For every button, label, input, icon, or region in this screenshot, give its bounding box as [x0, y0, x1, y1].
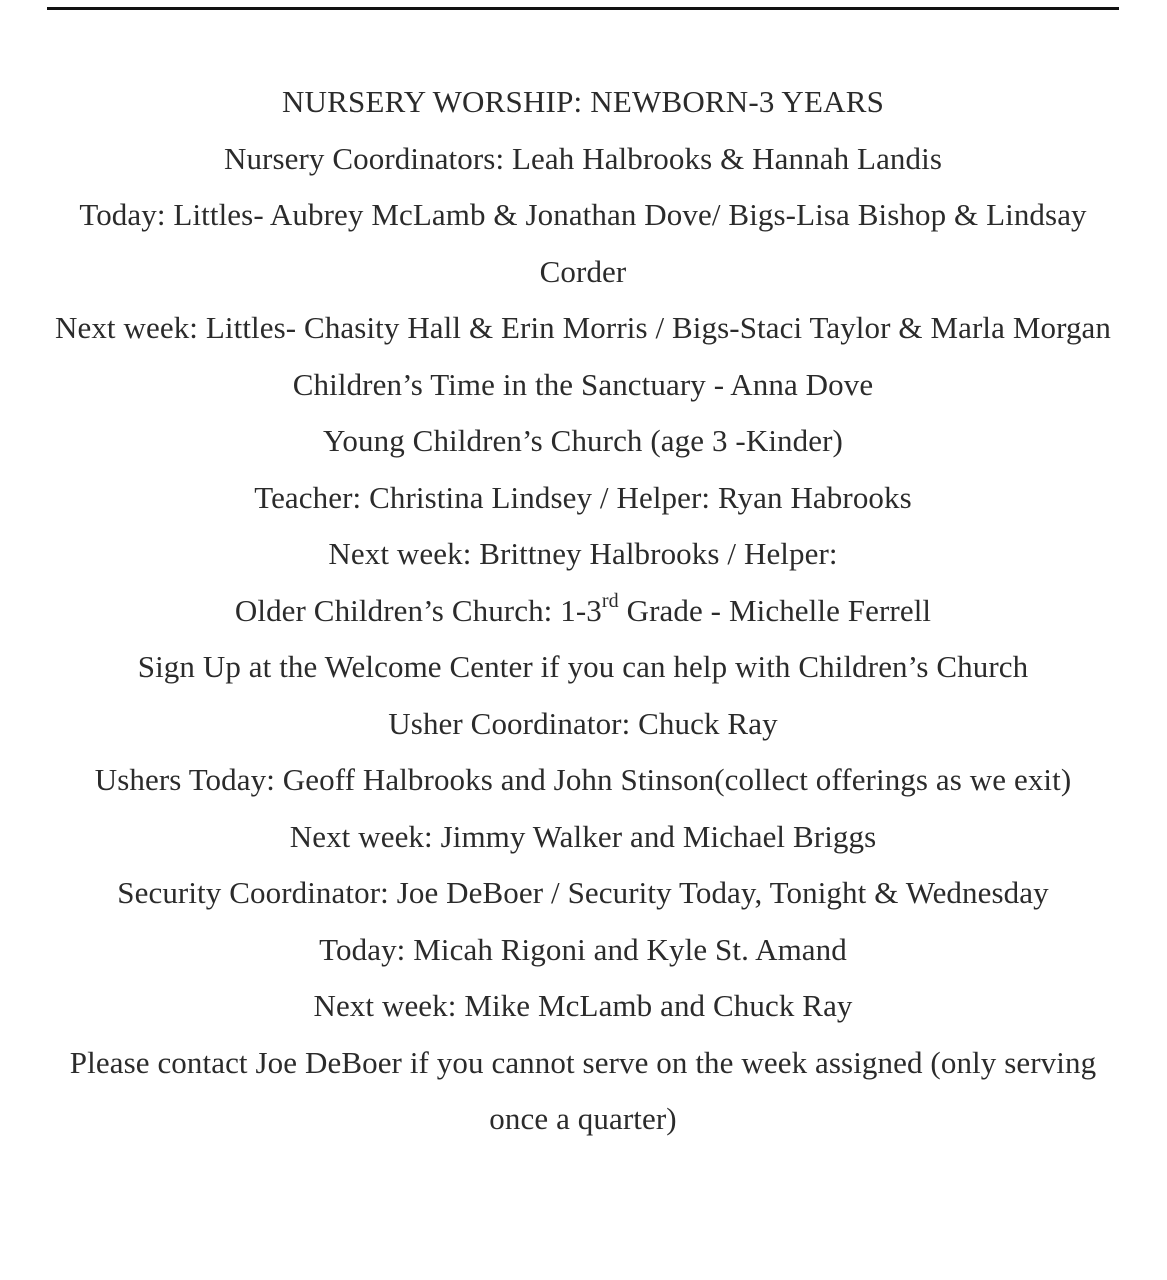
nursery-coordinators-line: Nursery Coordinators: Leah Halbrooks & Hannah Landis: [223, 140, 943, 176]
usher-coordinator-line: Usher Coordinator: Chuck Ray: [388, 705, 778, 741]
security-next-week-line: Next week: Mike McLamb and Chuck Ray: [313, 988, 853, 1023]
security-contact-note: Please contact Joe DeBoer if you cannot serve on the week assigned (only serving once a quarter): [69, 1044, 1097, 1136]
nursery-today-line: Today: Littles- Aubrey McLamb & Jonathan Dove/ Bigs-Lisa Bishop & Lindsay Corder: [79, 197, 1087, 289]
security-today-line: Today: Micah Rigoni and Kyle St. Amand: [319, 931, 847, 967]
ushers-today-line: Ushers Today: Geoff Halbrooks and John Stinson(collect offerings as we exit): [94, 762, 1072, 797]
sign-up-line: Sign Up at the Welcome Center if you can help with Children’s Church: [137, 649, 1029, 684]
young-church-next-week-line: Next week: Brittney Halbrooks / Helper:: [328, 536, 838, 571]
older-childrens-church-line: [48, 583, 1118, 640]
top-horizontal-rule: [47, 7, 1119, 10]
nursery-next-week-line: Next week: Littles- Chasity Hall & Erin Morris / Bigs-Staci Taylor & Marla Morgan: [54, 310, 1112, 345]
section-heading-nursery-worship: NURSERY WORSHIP: NEWBORN-3 YEARS: [281, 84, 885, 119]
ordinal-superscript: rd: [601, 590, 619, 613]
childrens-time-line: Children’s Time in the Sanctuary - Anna Dove: [292, 366, 874, 402]
volunteer-schedule: [48, 74, 1118, 1148]
security-coordinator-line: Security Coordinator: Joe DeBoer / Security Today, Tonight & Wednesday: [117, 875, 1049, 910]
older-church-prefix: Older Children’s Church: 1-3: [234, 592, 602, 628]
young-church-teacher-line: Teacher: Christina Lindsey / Helper: Ryan Habrooks: [254, 479, 912, 515]
ushers-next-week-line: Next week: Jimmy Walker and Michael Briggs: [289, 818, 877, 854]
older-church-suffix: Grade - Michelle Ferrell: [618, 592, 932, 628]
young-childrens-church-line: Young Children’s Church (age 3 -Kinder): [323, 423, 843, 458]
